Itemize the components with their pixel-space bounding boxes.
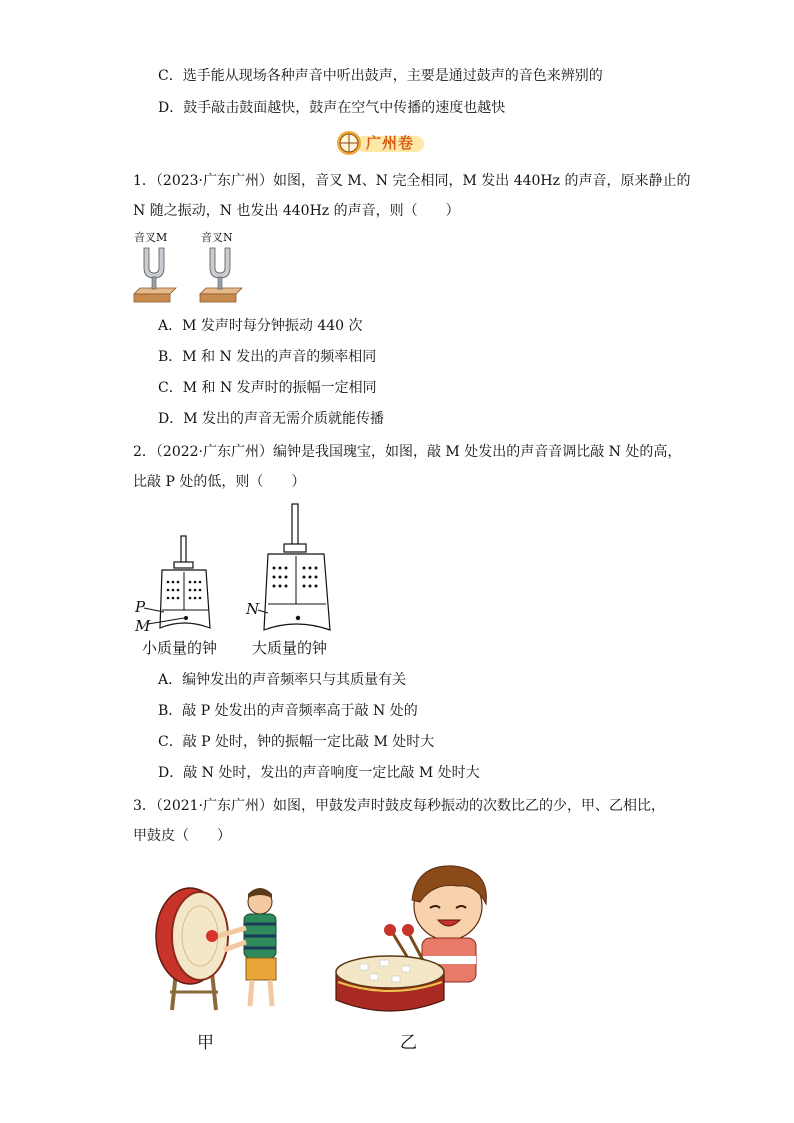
bell-label-m: M (135, 617, 151, 635)
fork-n-label: 音叉N (201, 231, 233, 244)
q1-stem-line2: N 随之振动，N 也发出 440Hz 的声音，则（ ） (133, 203, 460, 219)
prev-option-c: C．选手能从现场各种声音中听出鼓声，主要是通过鼓声的音色来辨别的 (158, 68, 603, 84)
caption-large-bell: 大质量的钟 (252, 639, 328, 657)
section-badge-text: 广州卷 (366, 134, 415, 152)
q1-option-c: C．M 和 N 发声时的振幅一定相同 (158, 380, 377, 396)
q2-option-a: A．编钟发出的声音频率只与其质量有关 (158, 672, 407, 688)
bianzhong-figure (130, 500, 350, 640)
tuning-fork-figure (130, 244, 250, 308)
bell-label-n: N (246, 600, 260, 618)
q1-option-b: B．M 和 N 发出的声音的频率相同 (158, 349, 377, 365)
q1-stem-line1: 1．（2023·广东广州）如图，音叉 M、N 完全相同，M 发出 440Hz 的声音，原来静止的 (133, 173, 691, 189)
q2-option-c: C．敲 P 处时，钟的振幅一定比敲 M 处时大 (158, 734, 435, 750)
label-jia: 甲 (197, 1033, 214, 1053)
q2-option-b: B．敲 P 处发出的声音频率高于敲 N 处的 (158, 703, 418, 719)
q3-stem-line1: 3．（2021·广东广州）如图，甲鼓发声时鼓皮每秒振动的次数比乙的少，甲、乙相比， (133, 798, 665, 814)
fork-m-label: 音叉M (134, 231, 168, 244)
bell-label-p: P (135, 598, 146, 616)
drum-jia-figure (150, 880, 290, 1015)
q2-option-d: D．敲 N 处时，发出的声音响度一定比敲 M 处时大 (158, 765, 480, 781)
label-yi: 乙 (400, 1033, 417, 1053)
q2-stem-line1: 2．（2022·广东广州）编钟是我国瑰宝，如图，敲 M 处发出的声音音调比敲 N 处的高， (133, 444, 682, 460)
q3-stem-line2: 甲鼓皮（ ） (133, 828, 231, 844)
prev-option-d: D．鼓手敲击鼓面越快，鼓声在空气中传播的速度也越快 (158, 100, 506, 116)
q1-option-d: D．M 发出的声音无需介质就能传播 (158, 411, 385, 427)
caption-small-bell: 小质量的钟 (142, 639, 218, 657)
q2-stem-line2: 比敲 P 处的低，则（ ） (133, 474, 306, 490)
q1-option-a: A．M 发声时每分钟振动 440 次 (158, 318, 363, 334)
drum-yi-figure (330, 860, 505, 1020)
